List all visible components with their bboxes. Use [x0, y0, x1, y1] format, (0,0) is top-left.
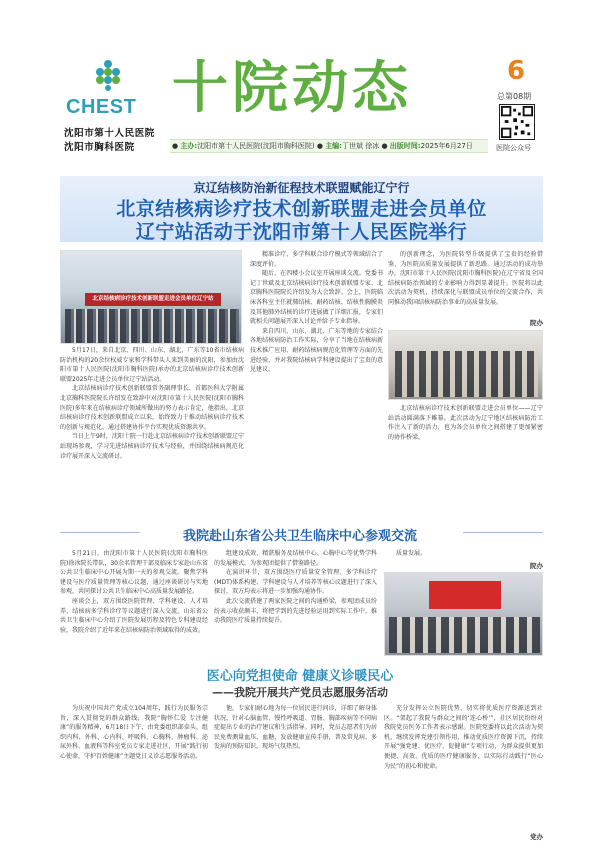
article2-col2-p3: 此次交流搭建了两家医院之间的沟通桥梁，参观团成员纷纷表示收获颇丰，将把学到的先进经验运用到实际工作中，推动我院医疗质量持续提升。 — [214, 597, 377, 625]
sponsor-label: 主办: — [180, 142, 198, 150]
article3-col3 — [384, 704, 543, 830]
article1-col3-p1: 的创新理念，为医院转型升级提供了宝贵的经验借鉴，为医院高质量发展提供了新思路。通过活动的成功举办，沈阳市第十人民医院(沈阳市胸科医院)在辽宁省及全国结核病防治领域的专业影响力得到显著提升。医院将以此次活动为契机，持续深化与联盟成员单位的交流合作，共同推动我国结核病防治事业的高质量发展。 — [388, 251, 543, 306]
article3-col2 — [214, 704, 377, 830]
article1-group-photo — [60, 250, 242, 344]
date-label: 出版时间: — [389, 142, 421, 150]
article1-headline-1: 北京结核病诊疗技术创新联盟走进会员单位 — [116, 198, 487, 220]
article2-col2-p1: 组建设成效，精湛服务及结核中心、心胸中心等优势学科的发展模式，为参观团提供了借鉴路径。 — [214, 550, 377, 567]
newspaper-title: 十院动态 — [172, 56, 412, 121]
article3-col2-p1: 他，专家们耐心地为每一位居民进行问诊，详细了解身体状况，针对心脑血管、慢性呼吸道、胃肠、胸部疾病等不同病症提出专业的治疗建议和生活指导。同时，党员志愿者们为居民免费测量血压、血糖，发放健康宣传手册，普及常见病、多发病的预防知识，现场气氛热烈。 — [214, 705, 377, 751]
article3-col1 — [60, 704, 208, 830]
total-issue: 总第08期 — [497, 92, 532, 101]
article1-col2 — [250, 250, 383, 478]
article2-col3-p1: 质量发展。 — [396, 550, 427, 557]
article2-col1-p1: 5月21日，由沈阳市第十人民医院(沈阳市胸科医院)徐冰院长带队，30余名管理干部及临床专家赴山东省公共卫生临床中心开展为期一天的参观交流。聚焦学科建设与医疗质量管理等核心议题，通过座谈研讨与实地参观，共同探讨公共卫生临床中心高质量发展路径。 — [60, 550, 208, 596]
article1-col2-p2: 随后，在四楼小会议室开展座谈交流。党委书记丁世斌及北京结核病诊疗技术创新联盟专家、北京胸科医院院长许绍发为大会致辞。会上，医院临床各科室主任就肺结核、耐药结核、结核性胸膜炎及其他肺外结核的诊疗进展做了详细汇报，专家们就相关问题展开深入讨论并给予专业指导。 — [250, 270, 383, 326]
article2-col3 — [384, 549, 464, 561]
article2-meeting-photo — [384, 572, 543, 656]
screen-display — [429, 581, 501, 609]
article1-meeting-photo — [388, 330, 543, 400]
article2-col1 — [60, 549, 208, 656]
article1-col1-p3: 当日上午9时，沈阳十院一行赴北京结核病诊疗技术创新联盟辽宁站现场参观，学习先进结核病诊疗技术与经验，并围绕结核病规范化诊疗展开深入交流研讨。 — [60, 433, 244, 460]
photo-banner: 北京结核病诊疗技术创新联盟走进会员单位辽宁站 — [85, 293, 221, 306]
editor: 丁世斌 徐冰 — [342, 142, 380, 150]
article1-col3 — [388, 250, 543, 316]
divider-right — [463, 532, 543, 533]
people-row — [65, 309, 239, 343]
article2-col2-p2: 在演讲环节，双方围绕医疗质量安全管理、多学科诊疗(MDT)体系构建、学科建设与人才培养等核心议题进行了深入探讨，双方均表示将进一步加强沟通协作。 — [214, 569, 377, 596]
article3-col3-p1: 充分发挥公立医院优势，切实将优质医疗资源送到社区。“架起了我院与群众之间的‘连心桥’”，社区居民纷纷对我院党员医务工作者表示感谢。医院党委将以此次活动为契机，继续发挥党建引领作用，推动优质医疗资源下沉，持续开展“强党建、优医疗、促健康”专项行动，为群众提供更加便捷、高效、优质的医疗健康服务，以实际行动践行“医心为民”的初心和使命。 — [384, 705, 543, 770]
article1-col1-p2: 北京结核病诊疗技术创新联盟常务副理事长、首都医科大学附属北京胸科医院院长许绍发在致辞中对沈阳市第十人民医院(沈阳市胸科医院)多年来在结核病诊疗领域所做出的努力表示肯定，他指出，北京结核病诊疗技术创新联盟成立以来，始终致力于推动结核病诊疗技术的创新与规范化，通过搭建协作平台实现优质资源共享。 — [60, 385, 244, 431]
article2-title: 我院赴山东省公共卫生临床中心参观交流 — [182, 529, 417, 544]
article1-col3b-p1: 北京结核病诊疗技术创新联盟走进会员单位——辽宁站活动圆满落下帷幕。此次活动为辽宁地区结核病防治工作注入了新的活力，也为各会员单位之间搭建了更加紧密的协作桥梁。 — [388, 405, 543, 441]
article1-pre-title: 京辽结核防治新征程技术联盟赋能辽宁行 — [193, 181, 410, 195]
article2-byline: 院办 — [530, 562, 543, 570]
article3-subtitle: ——我院开展共产党员志愿服务活动 — [212, 686, 388, 699]
article2-col2 — [214, 549, 377, 656]
info-bar: ● 主办:沈阳市第十人民医院(沈阳市胸科医院) ● 主编:丁世斌 徐冰 ● 出版时间:2025年6月27日 — [170, 139, 488, 153]
editor-label: 主编: — [325, 142, 342, 150]
article1-col3b — [388, 404, 543, 478]
article1-col1-p1: 5月17日，来自北京、四川、山东、湖北、广东等10省市结核病防治机构的20余位权威专家和学科带头人来到美丽的沈阳，参加由沈阳市第十人民医院(沈阳市胸科医院)承办的北京结核病诊疗技术创新联盟2025年走进会员单位辽宁站活动。 — [60, 347, 244, 383]
article1-col2-p1: 精准诊疗、多学科联合诊疗模式等领域结合了深度评价。 — [250, 251, 383, 268]
logo-text: CHEST — [66, 96, 137, 118]
article3-col1-p1: 为庆祝中国共产党成立104周年，践行为民服务宗旨，深入贯彻党的群众路线，我院“胸怀仁爱 专注健康”的服务精神，6月18日下午，由党委组织部牵头，组织内科、外科、心内科、呼吸科、心胸科、肿瘤科、泌尿外科、血液科等科室党员专家走进社区，开展“践行初心使命，守护百姓健康”主题党日义诊志愿服务活动。 — [60, 705, 208, 760]
article2-col1-p2: 座谈会上，双方围绕医院管理、学科建设、人才培养、结核病多学科诊疗等议题进行深入交流。山东省公共卫生临床中心介绍了医院发展历程及特色专科建设经验，我院介绍了近年来在结核病防治领域取得的成效。 — [60, 597, 208, 634]
hospital-name-1: 沈阳市第十人民医院 — [64, 128, 155, 139]
sponsor: 沈阳市第十人民医院(沈阳市胸科医院) — [197, 142, 315, 150]
people-row — [389, 617, 540, 653]
article1-col1 — [60, 346, 244, 478]
article1-headline-banner — [60, 176, 543, 242]
publish-date: 2025年6月27日 — [420, 142, 473, 150]
people-row — [395, 351, 538, 397]
article3-byline: 党办 — [530, 833, 543, 841]
article1-col2-p3: 来自四川、山东、湖北、广东等地的专家结合各地结核病防治工作实际，分享了当地在结核病新技术推广应用、耐药结核病规范化管理等方面的先进经验，并对我院结核病学科建设提出了宝贵的意见建议。 — [250, 327, 383, 374]
issue-number: 6 — [507, 56, 526, 86]
article3-title: 医心向党担使命 健康义诊暖民心 — [206, 669, 394, 684]
article1-byline: 院办 — [530, 319, 543, 327]
article1-headline-2: 辽宁站活动于沈阳市第十人民医院举行 — [135, 221, 468, 243]
qr-code-icon — [499, 104, 535, 140]
hospital-name-2: 沈阳市胸科医院 — [64, 142, 135, 153]
qr-label: 医院公众号 — [496, 144, 531, 152]
